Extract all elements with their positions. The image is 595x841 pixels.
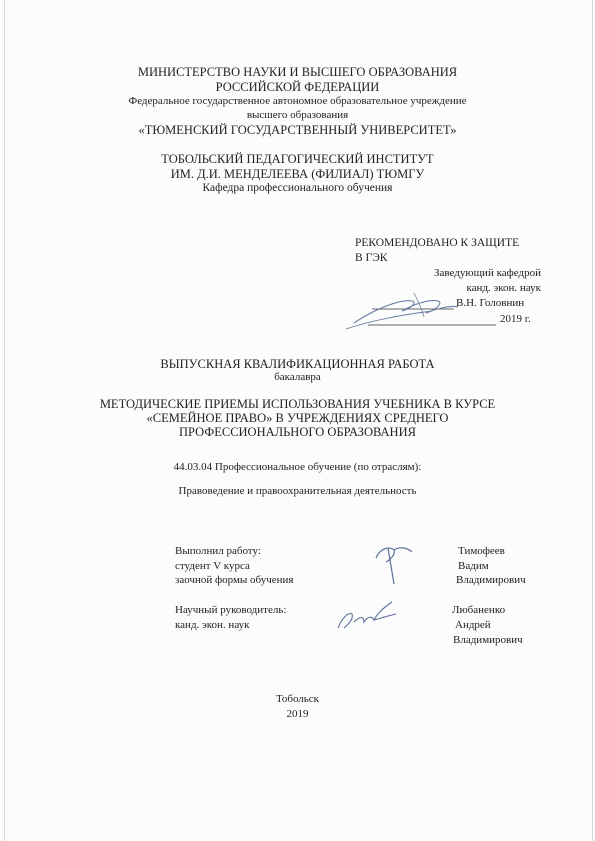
supervisor-label-2: канд. экон. наук — [175, 619, 250, 631]
work-title-line-3: ПРОФЕССИОНАЛЬНОГО ОБРАЗОВАНИЯ — [179, 425, 416, 439]
institute-line-2: ИМ. Д.И. МЕНДЕЛЕЕВА (ФИЛИАЛ) ТЮМГУ — [170, 167, 425, 181]
footer-city: Тобольск — [275, 693, 320, 705]
author-label-2: студент V курса — [175, 560, 250, 572]
approval-position: Заведующий кафедрой — [434, 267, 541, 279]
institution-line-2: высшего образования — [246, 109, 349, 121]
supervisor-signature — [334, 598, 404, 638]
author-surname: Тимофеев — [458, 545, 505, 557]
author-signature — [368, 540, 418, 590]
profile: Правоведение и правоохранительная деятельность — [178, 485, 417, 497]
approval-year: 2019 г. — [500, 313, 531, 325]
work-title-line-1: МЕТОДИЧЕСКИЕ ПРИЕМЫ ИСПОЛЬЗОВАНИЯ УЧЕБНИКА В КУРСЕ — [99, 397, 496, 411]
approval-name: В.Н. Головнин — [456, 297, 525, 309]
footer-year: 2019 — [286, 708, 309, 720]
head-of-department-signature — [340, 283, 500, 333]
approval-line-2: В ГЭК — [355, 252, 388, 264]
ministry-line-1: МИНИСТЕРСТВО НАУКИ И ВЫСШЕГО ОБРАЗОВАНИЯ — [137, 65, 458, 79]
ministry-line-2: РОССИЙСКОЙ ФЕДЕРАЦИИ — [215, 80, 380, 94]
author-label-1: Выполнил работу: — [175, 545, 261, 557]
approval-line-1: РЕКОМЕНДОВАНО К ЗАЩИТЕ — [355, 237, 520, 249]
work-title-line-2: «СЕМЕЙНОЕ ПРАВО» В УЧРЕЖДЕНИЯХ СРЕДНЕГО — [146, 411, 449, 425]
institution-line-1: Федеральное государственное автономное образовательное учреждение — [128, 95, 467, 107]
institute-line-1: ТОБОЛЬСКИЙ ПЕДАГОГИЧЕСКИЙ ИНСТИТУТ — [161, 152, 434, 166]
department: Кафедра профессионального обучения — [202, 182, 393, 194]
supervisor-surname: Любаненко — [452, 604, 506, 616]
approval-degree: канд. экон. наук — [466, 282, 541, 294]
university-name: «ТЮМЕНСКИЙ ГОСУДАРСТВЕННЫЙ УНИВЕРСИТЕТ» — [138, 123, 457, 137]
specialty: 44.03.04 Профессиональное обучение (по отраслям): — [173, 461, 422, 473]
author-patronymic: Владимирович — [456, 574, 526, 586]
author-label-3: заочной формы обучения — [175, 574, 294, 586]
work-level: бакалавра — [274, 371, 321, 383]
supervisor-patronymic: Владимирович — [453, 634, 523, 646]
supervisor-label-1: Научный руководитель: — [175, 604, 287, 616]
work-type: ВЫПУСКНАЯ КВАЛИФИКАЦИОННАЯ РАБОТА — [160, 357, 435, 371]
author-first-name: Вадим — [458, 560, 489, 572]
supervisor-first-name: Андрей — [455, 619, 491, 631]
